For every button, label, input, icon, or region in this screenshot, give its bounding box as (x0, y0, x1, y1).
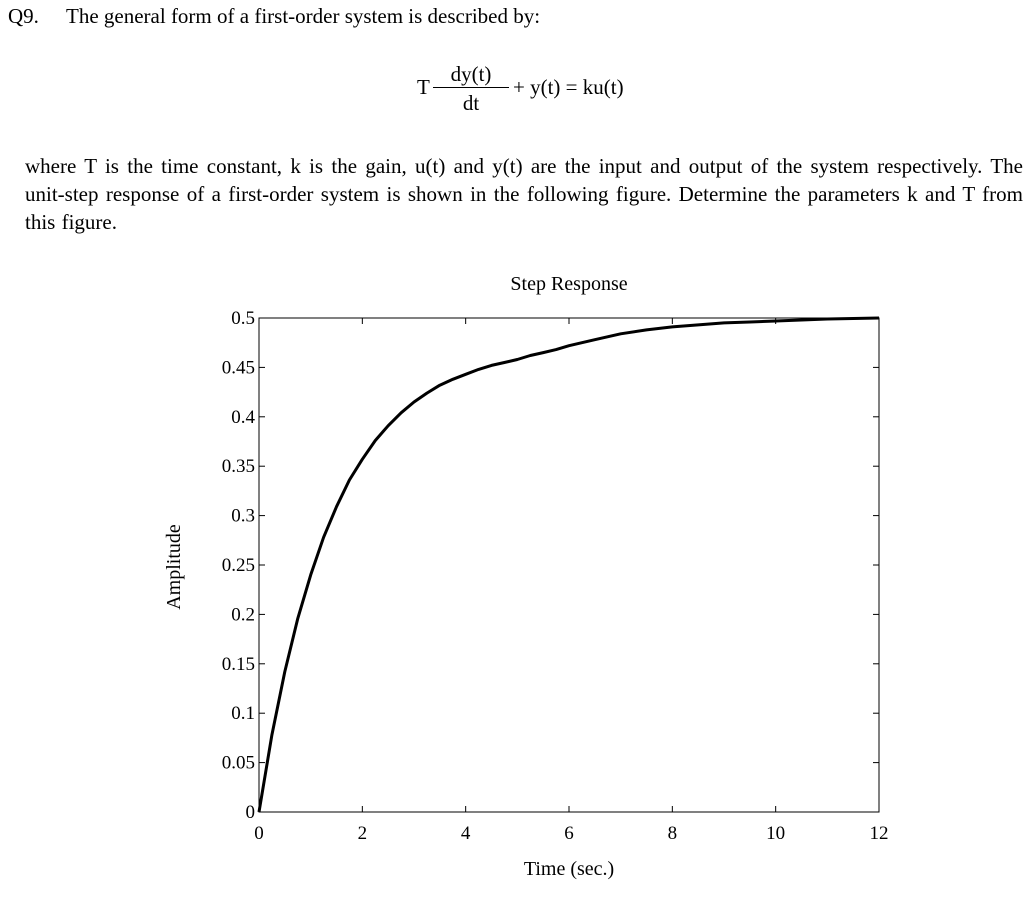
equation-time-constant: T (417, 75, 430, 99)
y-tick-label: 0 (245, 802, 255, 823)
x-tick-label: 0 (254, 823, 264, 844)
y-tick-label: 0.35 (221, 456, 255, 478)
x-tick-label: 10 (766, 823, 786, 844)
question-paragraph: where T is the time constant, k is the gain, u(t) and y(t) are the input and output of the system respectively. The unit-step response of a first-order system is shown in the following figure. Determine the parameters k and T from this figure. (25, 154, 1023, 234)
y-tick-label: 0.05 (221, 752, 255, 774)
x-axis-label: Time (sec.) (523, 858, 615, 880)
y-tick-label: 0.1 (231, 703, 255, 725)
x-tick-label: 6 (564, 823, 574, 844)
question-number: Q9. (8, 4, 39, 28)
y-tick-label: 0.4 (231, 406, 255, 428)
x-tick-label: 8 (667, 823, 678, 844)
question-intro: The general form of a first-order system is described by: (66, 4, 541, 28)
y-axis-label: Amplitude (163, 524, 185, 610)
equation-denominator: dt (462, 91, 480, 115)
y-tick-label: 0.5 (231, 308, 255, 329)
plot-frame (259, 318, 879, 812)
equation-numerator: dy(t) (450, 62, 492, 86)
chart-title: Step Response (510, 273, 628, 295)
y-tick-label: 0.2 (231, 604, 255, 626)
x-tick-label: 4 (460, 823, 471, 844)
equation-rest: + y(t) = ku(t) (513, 75, 624, 99)
x-tick-label: 2 (357, 823, 368, 844)
x-tick-label: 12 (869, 823, 889, 844)
series-line (259, 318, 879, 812)
y-tick-label: 0.45 (221, 357, 255, 379)
y-tick-label: 0.3 (231, 505, 255, 527)
y-tick-label: 0.25 (221, 555, 255, 576)
y-tick-label: 0.15 (221, 653, 255, 675)
